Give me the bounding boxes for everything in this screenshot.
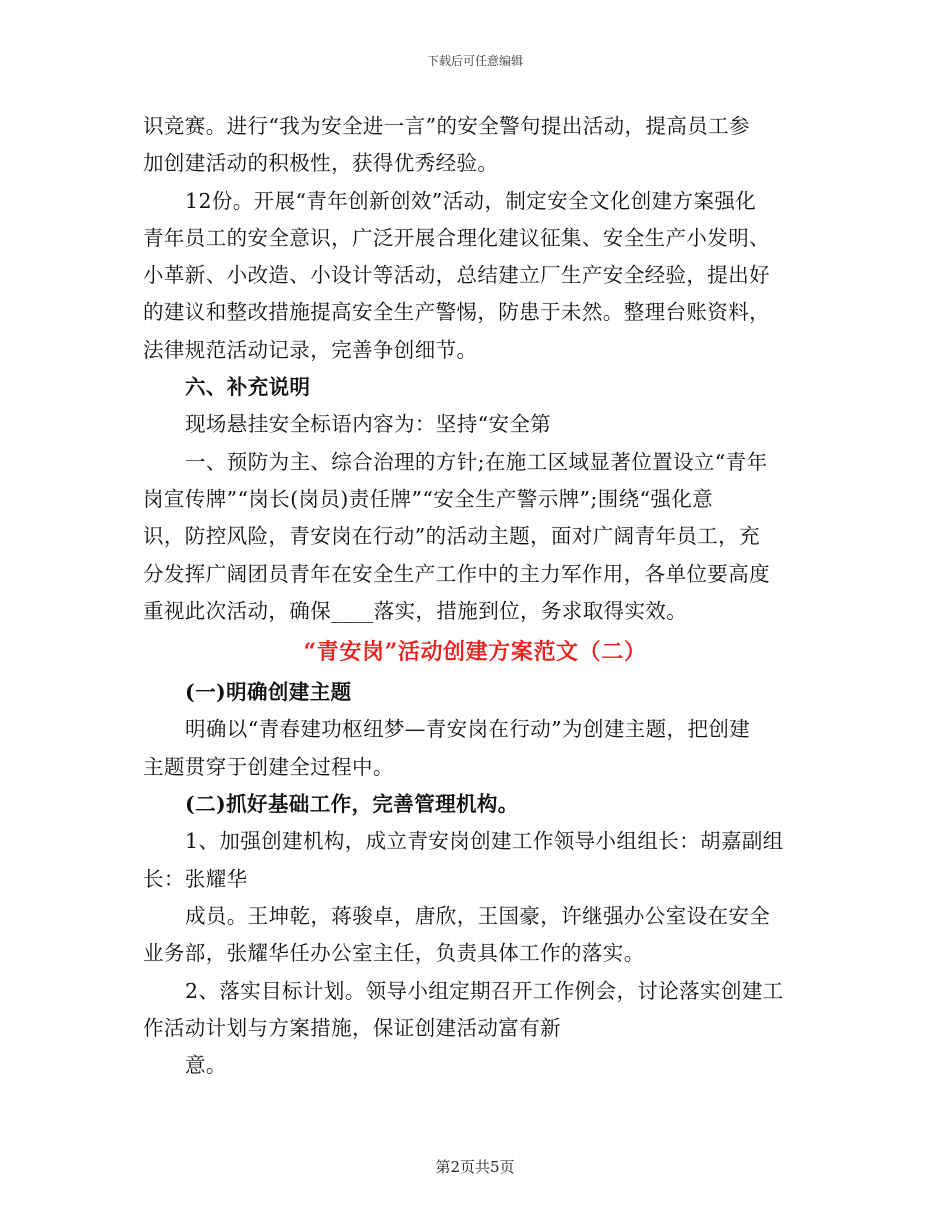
paragraph-line: 12份。开展“青年创新创效”活动，制定安全文化创建方案强化 (185, 188, 757, 213)
paragraph-line: 明确以“青春建功枢纽梦—青安岗在行动”为创建主题，把创建 (185, 717, 751, 742)
document-title: “青安岗”活动创建方案范文（二） (303, 639, 647, 666)
subsection-heading: (一)明确创建主题 (185, 680, 352, 705)
paragraph-line: 1、加强创建机构，成立青安岗创建工作领导小组组长：胡嘉副组 (185, 829, 784, 854)
paragraph-line: 主题贯穿于创建全过程中。 (143, 754, 394, 779)
paragraph-line: 加创建活动的积极性，获得优秀经验。 (143, 151, 499, 176)
paragraph-line: 业务部，张耀华任办公室主任，负责具体工作的落实。 (143, 941, 645, 966)
paragraph-line: 现场悬挂安全标语内容为：坚持“安全第 (185, 412, 552, 437)
paragraph-line: 一、预防为主、综合治理的方针;在施工区域显著位置设立“青年 (185, 449, 768, 474)
section-heading: 六、补充说明 (185, 375, 311, 400)
paragraph-line: 法律规范活动记录，完善争创细节。 (143, 337, 478, 362)
paragraph-line: 成员。王坤乾，蒋骏卓，唐欣，王国豪，许继强办公室设在安全 (185, 903, 771, 928)
paragraph-line: 意。 (185, 1053, 227, 1078)
paragraph-line: 青年员工的安全意识，广泛开展合理化建议征集、安全生产小发明、 (143, 225, 770, 250)
paragraph-line: 作活动计划与方案措施，保证创建活动富有新 (143, 1015, 561, 1040)
paragraph-line: 岗宣传牌”“岗长(岗员)责任牌”“安全生产警示牌”;围绕“强化意 (143, 486, 714, 511)
paragraph-line: 识竞赛。进行“我为安全进一言”的安全警句提出活动，提高员工参 (143, 114, 750, 138)
subsection-heading: (二)抓好基础工作，完善管理机构。 (185, 792, 519, 817)
page-number: 第2页共5页 (435, 1158, 515, 1176)
paragraph-line: 重视此次活动，确保____落实，措施到位，务求取得实效。 (143, 598, 688, 623)
paragraph-line: 2、落实目标计划。领导小组定期召开工作例会，讨论落实创建工 (185, 978, 784, 1003)
paragraph-line: 的建议和整改措施提高安全生产警惕，防患于未然。整理台账资料， (143, 300, 770, 325)
paragraph-line: 长：张耀华 (143, 866, 248, 891)
document-body (143, 108, 807, 1084)
paragraph-line: 识，防控风险，青安岗在行动”的活动主题，面对广阔青年员工，充 (143, 524, 760, 549)
paragraph-line: 分发挥广阔团员青年在安全生产工作中的主力军作用，各单位要高度 (143, 561, 770, 586)
page-header: 下载后可任意编辑 (426, 54, 523, 68)
paragraph-line: 小革新、小改造、小设计等活动，总结建立厂生产安全经验，提出好 (143, 263, 770, 288)
